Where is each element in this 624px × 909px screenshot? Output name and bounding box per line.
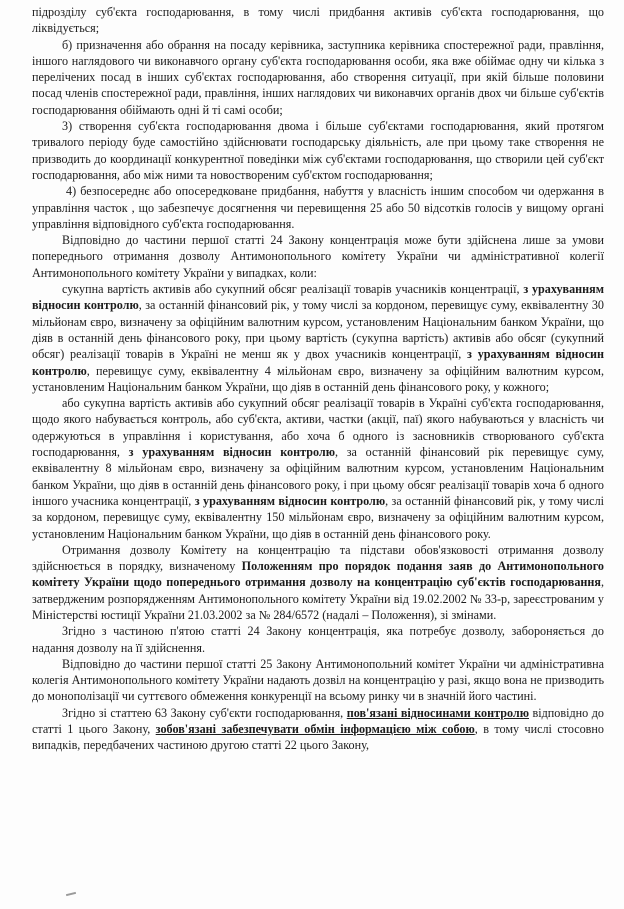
text-run: , перевищує суму, еквівалентну 4 мільйонам євро, визначену за офіційним валютним курсом, установленим Національним банком України, що діяв в останній день фінансового року, у кожного; [32, 363, 604, 394]
paragraph-permission-procedure [32, 542, 604, 623]
scan-speck [66, 892, 76, 896]
text-run: , за останній фінансовий рік перевищує суму, еквівалентну 8 мільйонам євро, визначену за офіційним валютним курсом, установленим Національним банком України, що діяв в останній день фінансового року, і при цьому обсяг реалізації товарів хоча б одного іншого учасника концентрації, [32, 445, 604, 508]
paragraph-4-acquisition: 4) безпосереднє або опосередковане придбання, набуття у власність іншим способом чи одержання в управління часток , що забезпечує досягнення чи перевищення 25 або 50 відсотків голосів у вищому органі управління відповідного суб'єкта господарювання. [32, 184, 604, 231]
underlined-phrase-control: пов'язані відносинами контролю [346, 705, 529, 720]
underlined-phrase-exchange: зобов'язані забезпечувати обмін інформацією між собою [155, 722, 475, 737]
paragraph-3-creation: 3) створення суб'єкта господарювання двома і більше суб'єктами господарювання, який протягом тривалого періоду буде самостійно здійснювати господарську діяльність, але при цьому таке створення не призводить до координації конкурентної поведінки між суб'єктами господарювання, що створили цей суб'єкт господарювання, або між ними та новоствореним суб'єктом господарювання; [32, 119, 604, 182]
bold-regulation-title: Положенням про порядок подання заяв до Антимонопольного комітету України щодо попереднього отримання дозволу на концентрацію суб'єктів господарювання [32, 559, 604, 590]
paragraph-liquidation-continued: підрозділу суб'єкта господарювання, в тому числі придбання активів суб'єкта господарювання, що ліквідується; [32, 5, 604, 36]
text-run: , за останній фінансовий рік, у тому числі за кордоном, перевищує суму, еквівалентну 30 мільйонам євро, визначену за офіційним валютним курсом, установленим Національним банком України, що діяв в останній день фінансового року, при цьому вартість (сукупна вартість) активів або обсяг (сукупний обсяг) реалізації товарів в Україні не менш як у двох учасників концентрації, [32, 298, 604, 362]
text-run: сукупна вартість активів або сукупний обсяг реалізації товарів учасників концентрації, [62, 282, 524, 297]
bold-phrase-control: з урахуванням відносин контролю [32, 282, 604, 313]
text-run: або сукупна вартість активів або сукупний обсяг реалізації товарів в Україні суб'єкта господарювання, щодо якого набувається контроль, або суб'єкта, активи, частки (акції, паї) якого набуваються у власність чи одержуються в управління і користування, або хоча б одного із засновників створюваного суб'єкта господарювання, [32, 396, 604, 460]
bold-phrase-control: з урахуванням відносин контролю [32, 347, 605, 378]
paragraph-article-25: Відповідно до частини першої статті 25 Закону Антимонопольний комітет України чи адміністративна колегія Антимонопольного комітету України надають дозвіл на концентрацію у разі, якщо вона не призводить до монополізації чи суттєвого обмеження конкуренції на всьому ринку чи в значній його частині. [32, 656, 604, 704]
text-run: , затвердженим розпорядженням Антимонопольного комітету України від 19.02.2002 № 33-р, зареєстрованим у Міністерстві юстиції України 21.03.2002 за № 284/6572 (надалі – Положення), зі змінами. [32, 575, 604, 622]
bold-phrase-control: з урахуванням відносин контролю [128, 445, 335, 460]
paragraph-article-63 [32, 705, 604, 754]
text-run: , за останній фінансовий рік, у тому числі за кордоном, перевищує суму, еквівалентну 150 мільйонам євро, визначену за офіційним валютним курсом, установленим Національним банком України, що діяв в останній день фінансового року. [32, 493, 605, 541]
paragraph-threshold-2 [32, 395, 604, 542]
paragraph-threshold-1 [32, 281, 604, 395]
text-run: Отримання дозволу Комітету на концентрацію та підстави обов'язковості отримання дозволу здійснюється в порядку, визначеному [32, 542, 604, 574]
text-run: відповідно до статті 1 цього Закону, [32, 705, 604, 737]
bold-phrase-control: з урахуванням відносин контролю [194, 493, 386, 508]
paragraph-prohibition: Згідно з частиною п'ятою статті 24 Закону концентрація, яка потребує дозволу, забороняється до надання дозволу на її здійснення. [32, 624, 604, 655]
paragraph-b-appointment: б) призначення або обрання на посаду керівника, заступника керівника спостережної ради, правління, іншого наглядового чи виконавчого органу суб'єкта господарювання особи, яка вже обіймає одну чи кілька з перелічених посад в інших суб'єктах господарювання, або створення ситуації, при якій більше половини посад членів спостережної ради, правління, інших наглядових чи виконавчих органів двох чи більше суб'єктів господарювання обіймають одні й ті самі особи; [32, 37, 604, 117]
text-run: , в тому числі стосовно випадків, передбачених частиною другою статті 22 цього Закону, [32, 722, 604, 753]
text-run: Згідно зі статтею 63 Закону суб'єкти господарювання, [62, 705, 347, 720]
paragraph-article-24: Відповідно до частини першої статті 24 Закону концентрація може бути здійснена лише за умови попереднього отримання дозволу Антимонопольного комітету України чи адміністративної колегії Антимонопольного комітету України у випадках, коли: [32, 233, 604, 280]
